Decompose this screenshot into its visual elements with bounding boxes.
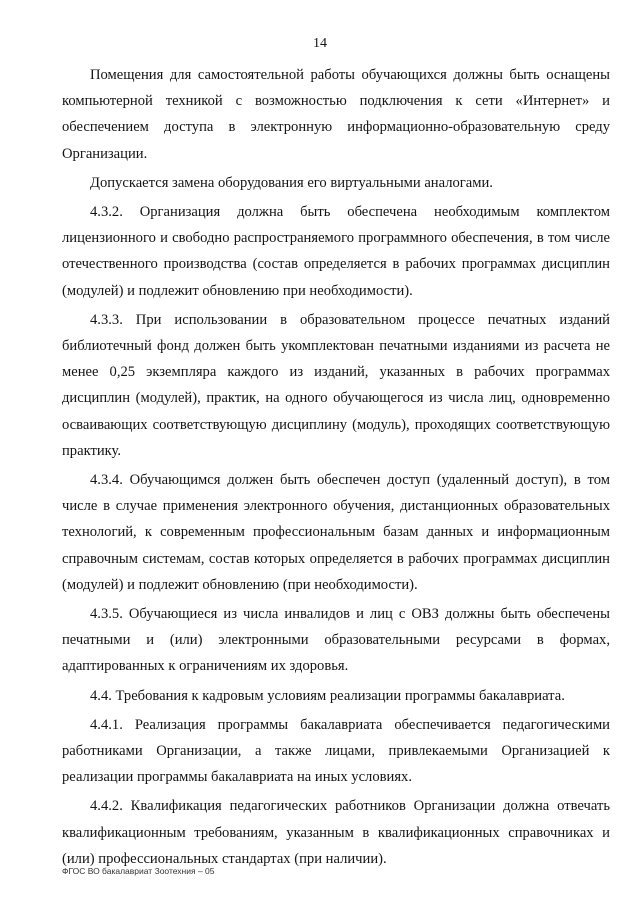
paragraph-4-4: 4.4. Требования к кадровым условиям реализации программы бакалавриата. [90, 687, 565, 704]
paragraph-4-3-5: 4.3.5. Обучающиеся из числа инвалидов и лиц с ОВЗ должны быть обеспечены печатными и (или) электронными образовательными ресурсами в формах, адаптированных к ограничениям их здоровья. [62, 606, 610, 675]
paragraph-virtual-analogs: Допускается замена оборудования его виртуальными аналогами. [90, 174, 493, 191]
paragraph-4-3-2: 4.3.2. Организация должна быть обеспечена необходимым комплектом лицензионного и свободно распространяемого программного обеспечения, в том числе отечественного производства (состав определяется в рабочих программах дисциплин (модулей) и подлежит обновлению при необходимости). [62, 204, 610, 299]
page-number: 14 [313, 36, 327, 51]
page-footer: ФГОС ВО бакалавриат Зоотехния – 05 [62, 866, 215, 876]
paragraph-4-4-1: 4.4.1. Реализация программы бакалавриата обеспечивается педагогическими работниками Организации, а также лицами, привлекаемыми Организацией к реализации программы бакалавриата на иных условиях. [62, 716, 610, 786]
paragraph-premises: Помещения для самостоятельной работы обучающихся должны быть оснащены компьютерной техникой с возможностью подключения к сети «Интернет» и обеспечением доступа в электронную информационно-образовательную среду Организации. [62, 67, 610, 162]
document-body [62, 62, 610, 875]
paragraph-4-4-2: 4.4.2. Квалификация педагогических работников Организации должна отвечать квалификационным требованиям, указанным в квалификационных справочниках и (или) профессиональных стандартах (при наличии). [62, 798, 610, 867]
paragraph-4-3-3: 4.3.3. При использовании в образовательном процессе печатных изданий библиотечный фонд должен быть укомплектован печатными изданиями из расчета не менее 0,25 экземпляра каждого из изданий, указанных в рабочих программах дисциплин (модулей), практик, на одного обучающегося из числа лиц, одновременно осваивающих соответствующую дисциплину (модуль), проходящих соответствующую практику. [62, 311, 610, 459]
paragraph-4-3-4: 4.3.4. Обучающимся должен быть обеспечен доступ (удаленный доступ), в том числе в случае применения электронного обучения, дистанционных образовательных технологий, к современным профессиональным базам данных и информационным справочным системам, состав которых определяется в рабочих программах дисциплин (модулей) и подлежит обновлению (при необходимости). [62, 472, 610, 593]
